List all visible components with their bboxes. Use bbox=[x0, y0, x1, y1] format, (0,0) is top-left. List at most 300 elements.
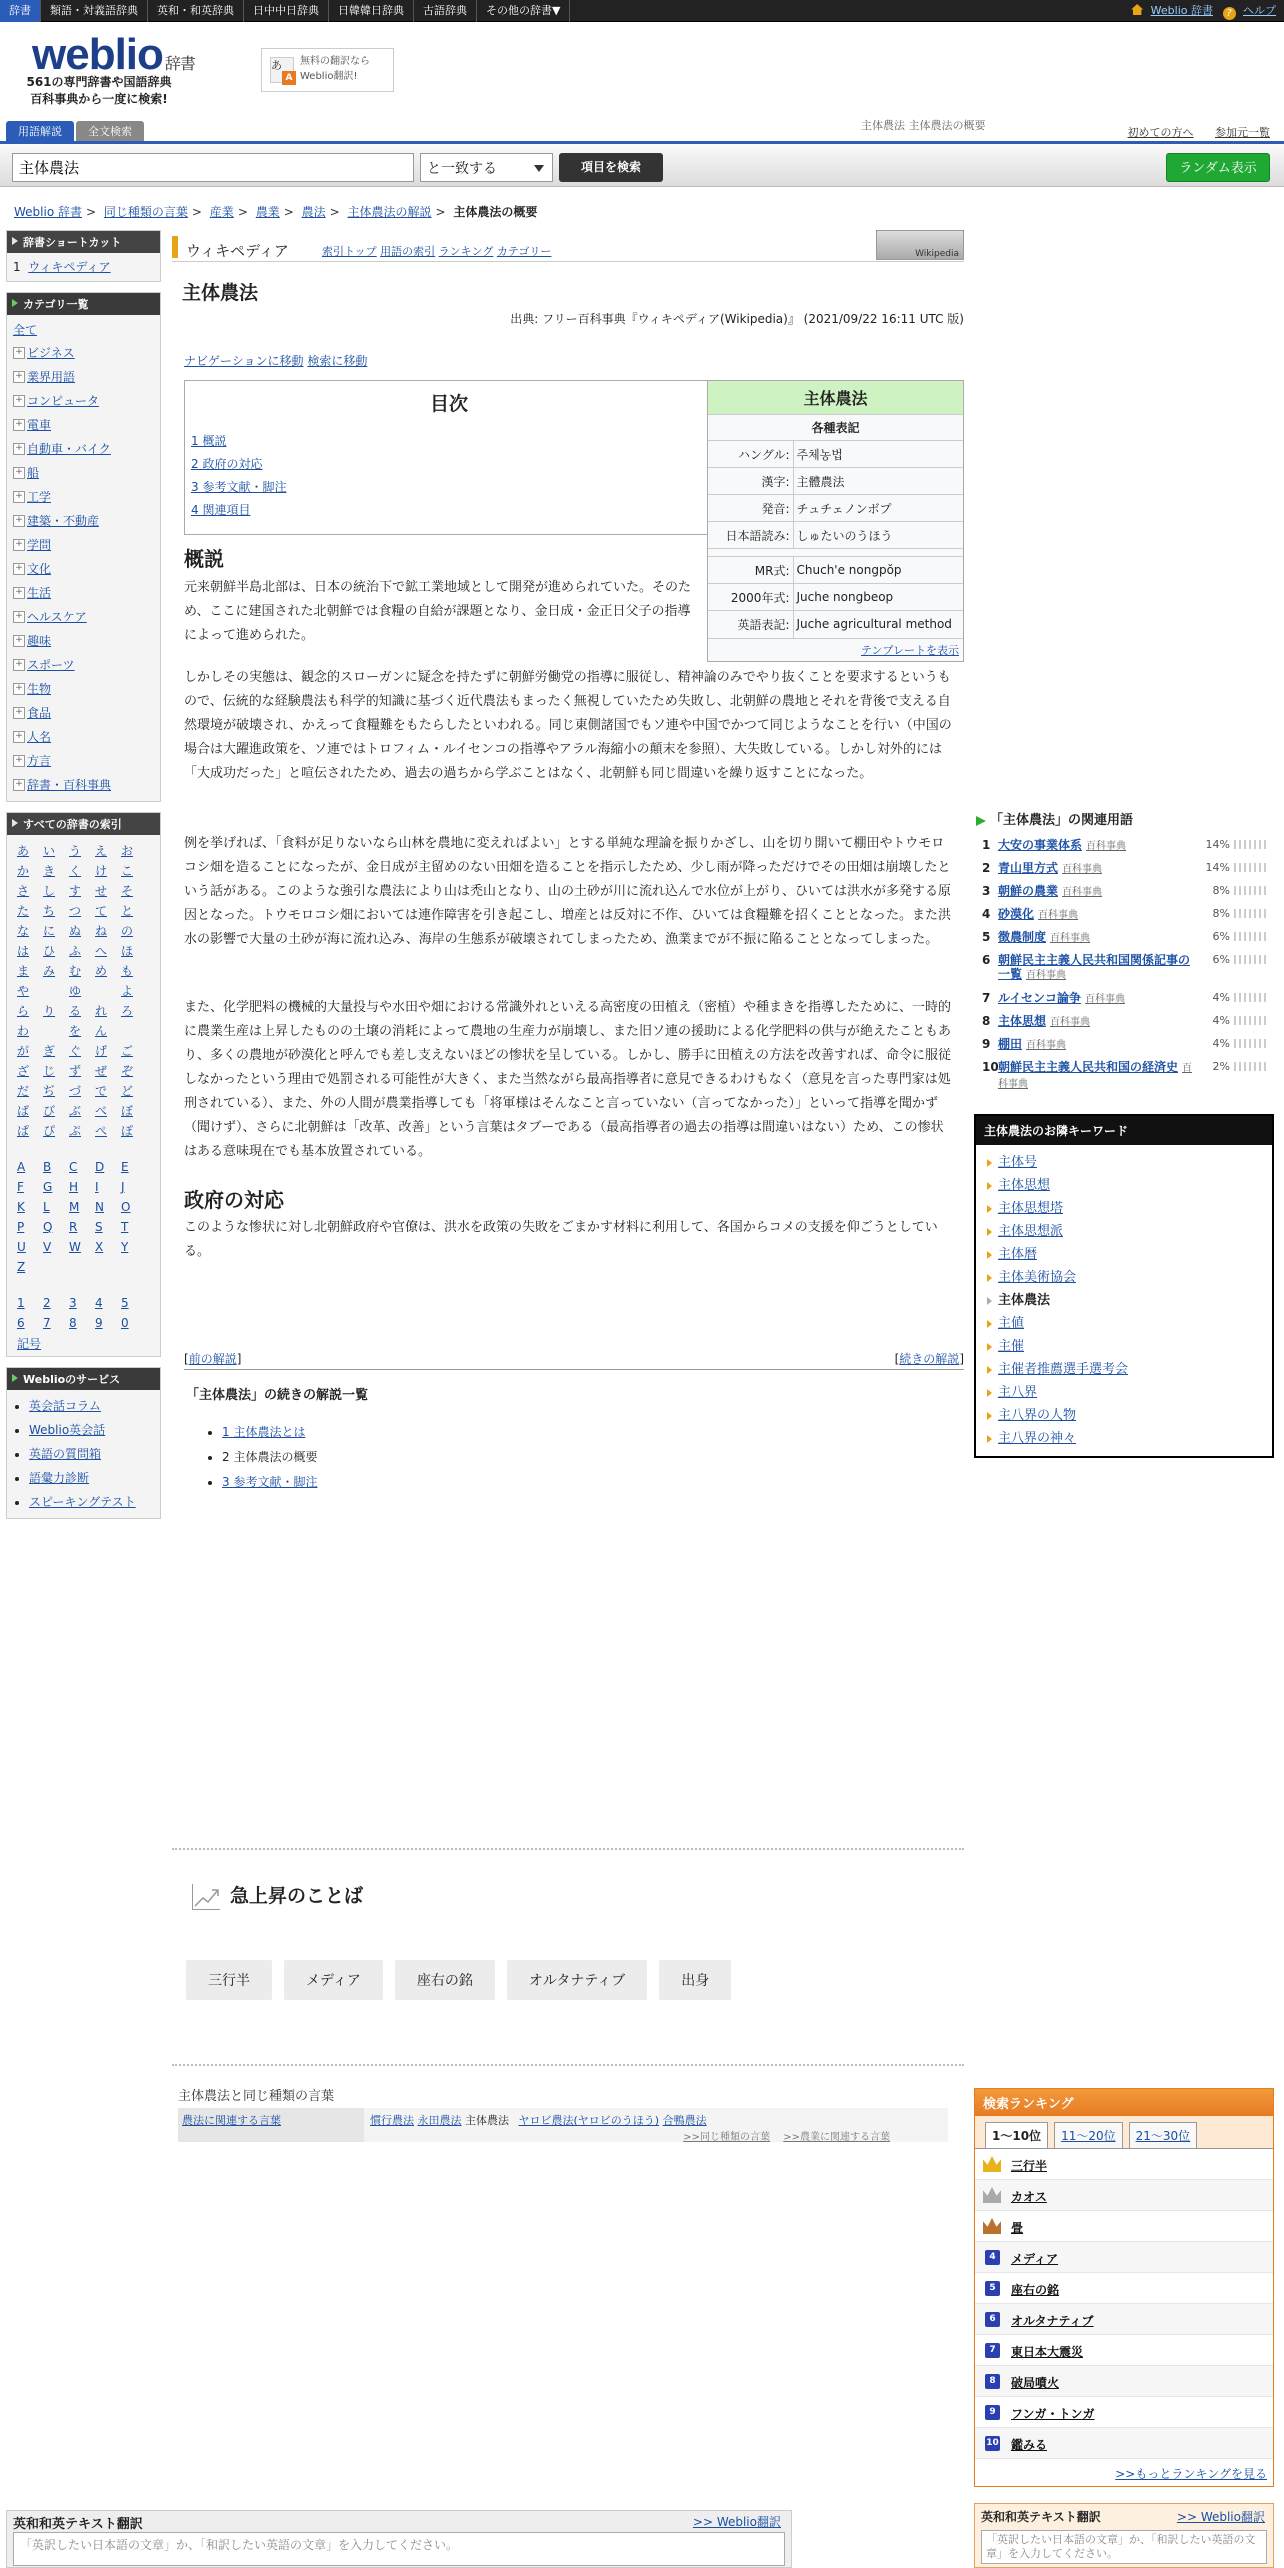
neighbor-keyword-link[interactable]: 主八界の人物 bbox=[998, 1408, 1077, 1423]
infobox-row bbox=[708, 584, 963, 611]
neighbor-keyword-link[interactable]: 主体美術協会 bbox=[998, 1270, 1077, 1285]
alpha-index-link[interactable]: L bbox=[43, 1200, 50, 1214]
continued-item[interactable]: 1 主体農法とは bbox=[222, 1425, 306, 1439]
related-term-percent: 14% bbox=[1205, 861, 1230, 874]
search-button[interactable]: 項目を検索 bbox=[559, 153, 663, 182]
alpha-index-link[interactable]: S bbox=[95, 1220, 103, 1234]
alpha-index-link[interactable]: O bbox=[121, 1200, 131, 1214]
neighbor-keywords-title: 主体農法のお隣キーワード bbox=[976, 1116, 1272, 1145]
alpha-index-link[interactable]: W bbox=[69, 1240, 81, 1254]
services-title: Weblioのサービス bbox=[7, 1368, 160, 1390]
nav-classical[interactable]: 古語辞典 bbox=[414, 0, 477, 22]
right-translation-textarea[interactable]: 「英訳したい日本語の文章」か、「和訳したい英語の文章」を入力してください。 bbox=[981, 2530, 1267, 2564]
kana-index-link[interactable]: じ bbox=[43, 1064, 56, 1078]
neighbor-keyword bbox=[986, 1312, 1262, 1335]
shortcut-title: 辞書ショートカット bbox=[7, 231, 160, 253]
kana-index-link[interactable]: り bbox=[43, 1004, 56, 1018]
shortcut-box bbox=[6, 230, 161, 282]
weblio-home-link[interactable]: Weblio 辞書 bbox=[1150, 4, 1213, 17]
kana-index-link[interactable]: ぐ bbox=[69, 1044, 82, 1058]
category-item bbox=[13, 725, 154, 749]
ranking-word-link[interactable]: メディア bbox=[1011, 2252, 1059, 2266]
kana-index-link[interactable]: る bbox=[69, 1004, 82, 1018]
kana-index-link[interactable]: め bbox=[95, 964, 108, 978]
neighbor-keyword-link[interactable]: 主体思想塔 bbox=[998, 1201, 1064, 1216]
show-template-link[interactable]: テンプレートを表示 bbox=[860, 643, 959, 657]
alpha-index-link[interactable]: Q bbox=[43, 1220, 53, 1234]
ranking-word-link[interactable]: 座右の銘 bbox=[1011, 2283, 1060, 2297]
neighbor-keyword-link[interactable]: 主体思想 bbox=[998, 1178, 1051, 1193]
kana-index-link bbox=[43, 981, 65, 1001]
table-of-contents bbox=[184, 380, 714, 535]
right-weblio-translate-link[interactable]: >> Weblio翻訳 bbox=[1176, 2510, 1265, 2524]
tab-term-explanation[interactable]: 用語解説 bbox=[6, 121, 74, 141]
left-sidebar bbox=[6, 230, 161, 1529]
number-index-link[interactable]: 7 bbox=[43, 1316, 51, 1330]
ranking-tab-11-20[interactable]: 11～20位 bbox=[1054, 2122, 1123, 2148]
number-index-link[interactable]: 4 bbox=[95, 1296, 103, 1310]
kana-index-link[interactable]: せ bbox=[95, 884, 108, 898]
kana-index-link[interactable]: ち bbox=[43, 904, 56, 918]
same-kind-item[interactable]: ヤロビ農法(ヤロビのうほう) bbox=[518, 2114, 660, 2127]
number-index-link[interactable]: 3 bbox=[69, 1296, 77, 1310]
kana-index-link[interactable]: し bbox=[43, 884, 56, 898]
kana-index-link[interactable]: き bbox=[43, 864, 56, 878]
related-term-link[interactable]: 朝鮮民主主義人民共和国関係記事の一覧 bbox=[998, 953, 1191, 981]
kana-index-link[interactable]: い bbox=[43, 844, 56, 858]
same-kind-item[interactable]: 合鴨農法 bbox=[662, 2114, 707, 2127]
kana-index-link[interactable]: つ bbox=[69, 904, 82, 918]
article-source: 出典: フリー百科事典『ウィキペディア(Wikipedia)』 (2021/09/22 16:11 UTC 版) bbox=[510, 312, 964, 326]
neighbor-keyword-link[interactable]: 主八界 bbox=[998, 1385, 1038, 1400]
category-link[interactable]: ビジネス bbox=[27, 346, 75, 360]
related-term-rank: 5 bbox=[982, 930, 991, 944]
alpha-index-link[interactable]: Y bbox=[121, 1240, 129, 1254]
related-term-percent: 4% bbox=[1212, 1014, 1230, 1027]
ranking-item bbox=[975, 2366, 1273, 2397]
kana-index-link[interactable]: ぽ bbox=[121, 1124, 134, 1138]
kana-index-link[interactable]: れ bbox=[95, 1004, 108, 1018]
neighbor-keyword-link[interactable]: 主催者推薦選手選考会 bbox=[998, 1362, 1129, 1377]
kana-index-link[interactable]: ぱ bbox=[17, 1124, 30, 1138]
nav-thesaurus[interactable]: 類語・対義語辞典 bbox=[41, 0, 148, 22]
number-index-link[interactable]: 5 bbox=[121, 1296, 129, 1310]
same-kind-category[interactable]: 農法に関連する言葉 bbox=[182, 2114, 281, 2127]
neighbor-keywords-box bbox=[974, 1114, 1274, 1458]
prev-next-nav: [前の解説] [続きの解説] bbox=[184, 1350, 964, 1370]
kana-index-link[interactable]: ま bbox=[17, 964, 30, 978]
related-terms-list bbox=[974, 838, 1274, 1098]
related-term-link[interactable]: 大安の事業体系 bbox=[998, 838, 1083, 852]
alpha-index-link[interactable]: H bbox=[69, 1180, 79, 1194]
ranking-number: 5 bbox=[985, 2281, 1000, 2296]
search-tabs bbox=[6, 121, 146, 141]
services-list bbox=[13, 1394, 154, 1514]
rising-chip[interactable]: 三行半 bbox=[186, 1960, 272, 2000]
alpha-index-link[interactable]: E bbox=[121, 1160, 129, 1174]
toc-item[interactable]: 1 概説 bbox=[191, 434, 227, 448]
neighbor-keyword bbox=[986, 1427, 1262, 1450]
alpha-index-link[interactable]: M bbox=[69, 1200, 80, 1214]
kana-index-link[interactable]: を bbox=[69, 1024, 82, 1038]
rising-chips bbox=[186, 1960, 743, 2000]
kana-index-link[interactable]: よ bbox=[121, 984, 134, 998]
kana-index-link[interactable]: む bbox=[69, 964, 82, 978]
related-term-source[interactable]: 百科事典 bbox=[998, 1063, 1193, 1090]
kana-index-link[interactable]: ぞ bbox=[121, 1064, 134, 1078]
category-item bbox=[13, 605, 154, 629]
category-link[interactable]: スポーツ bbox=[27, 658, 75, 672]
paragraph: このような惨状に対し北朝鮮政府や官僚は、洪水を政策の失敗をごまかす材料に利用して、各国からコメの支援を仰ごうとしている。 bbox=[184, 1220, 938, 1259]
category-link[interactable]: 生物 bbox=[27, 682, 52, 696]
alpha-index-link[interactable]: V bbox=[43, 1240, 52, 1254]
number-index-link[interactable]: 8 bbox=[69, 1316, 77, 1330]
term-index-link[interactable]: 用語の索引 bbox=[380, 245, 436, 258]
alpha-index-link[interactable]: C bbox=[69, 1160, 78, 1174]
alpha-index-link[interactable]: I bbox=[95, 1180, 99, 1194]
sources-link[interactable]: 参加元一覧 bbox=[1215, 126, 1270, 139]
breadcrumb-agriculture[interactable]: 農業 bbox=[255, 205, 280, 219]
kana-index-link[interactable]: が bbox=[17, 1044, 30, 1058]
kana-index-link[interactable]: み bbox=[43, 964, 56, 978]
continued-item[interactable]: 3 参考文献・脚注 bbox=[222, 1475, 318, 1489]
related-term-item bbox=[974, 930, 1274, 953]
kana-index-link[interactable]: ぴ bbox=[43, 1124, 56, 1138]
breadcrumb-weblio[interactable]: Weblio 辞書 bbox=[14, 205, 82, 219]
wikipedia-badge[interactable]: Wikipedia bbox=[876, 230, 964, 260]
infobox-value: Juche agricultural method bbox=[793, 611, 963, 638]
kana-index-link[interactable]: て bbox=[95, 904, 108, 918]
kana-index-link[interactable]: す bbox=[69, 884, 82, 898]
help-link[interactable]: ヘルプ bbox=[1243, 4, 1276, 17]
category-link[interactable]: 業界用語 bbox=[27, 370, 76, 384]
category-link[interactable]: 建築・不動産 bbox=[27, 514, 100, 528]
category-item bbox=[13, 749, 154, 773]
related-term-link[interactable]: 朝鮮の農業 bbox=[998, 884, 1059, 898]
kana-index-link[interactable]: ず bbox=[69, 1064, 82, 1078]
number-index-link[interactable]: 2 bbox=[43, 1296, 51, 1310]
related-terms-title: 「主体農法」の関連用語 bbox=[974, 808, 1274, 834]
category-link[interactable]: 人名 bbox=[27, 730, 52, 744]
kana-index-link[interactable]: そ bbox=[121, 884, 134, 898]
related-term-item bbox=[974, 953, 1274, 991]
related-term-bar bbox=[1234, 863, 1268, 872]
kana-index-link[interactable]: う bbox=[69, 844, 82, 858]
neighbor-keyword-link[interactable]: 主体暦 bbox=[998, 1247, 1038, 1262]
category-item bbox=[13, 629, 154, 653]
kana-index-link[interactable]: も bbox=[121, 964, 134, 978]
category-link[interactable]: 船 bbox=[27, 466, 40, 480]
kana-index-link[interactable]: ゆ bbox=[69, 984, 82, 998]
service-link[interactable]: 語彙力診断 bbox=[29, 1471, 90, 1485]
related-term-source[interactable]: 百科事典 bbox=[1062, 887, 1103, 898]
kana-index-link[interactable]: ふ bbox=[69, 944, 82, 958]
service-link[interactable]: 英会話コラム bbox=[29, 1399, 101, 1413]
related-term-link[interactable]: 朝鮮民主主義人民共和国の経済史 bbox=[998, 1060, 1179, 1074]
related-term-link[interactable]: 徴農制度 bbox=[998, 930, 1047, 944]
ranking-word-link[interactable]: 東日本大震災 bbox=[1011, 2345, 1084, 2359]
alpha-index-link[interactable]: N bbox=[95, 1200, 104, 1214]
same-kind-item[interactable]: 慣行農法 bbox=[370, 2114, 414, 2127]
alpha-index-link[interactable]: G bbox=[43, 1180, 53, 1194]
rising-chip[interactable]: オルタナティブ bbox=[507, 1960, 647, 2000]
related-term-source[interactable]: 百科事典 bbox=[1038, 910, 1079, 921]
nav-other-dictionaries[interactable]: その他の辞書▼ bbox=[477, 0, 570, 22]
related-term bbox=[998, 1014, 1198, 1030]
neighbor-keyword bbox=[986, 1358, 1262, 1381]
search-bar bbox=[0, 141, 1284, 187]
rising-chip[interactable]: メディア bbox=[284, 1960, 383, 2000]
kana-index-link[interactable]: と bbox=[121, 904, 134, 918]
related-term-source[interactable]: 百科事典 bbox=[1026, 970, 1067, 981]
section-heading-overview: 概説 bbox=[184, 547, 224, 571]
related-term-source[interactable]: 百科事典 bbox=[1050, 1017, 1091, 1028]
service-link[interactable]: 英語の質問箱 bbox=[29, 1447, 102, 1461]
category-link[interactable]: 趣味 bbox=[27, 634, 52, 648]
kana-index-link[interactable]: お bbox=[121, 844, 134, 858]
kana-index-link[interactable]: べ bbox=[95, 1104, 108, 1118]
category-link[interactable]: 生活 bbox=[27, 586, 52, 600]
alpha-index-link[interactable]: T bbox=[121, 1220, 129, 1234]
kana-index-link[interactable]: ひ bbox=[43, 944, 56, 958]
alpha-index-link[interactable]: D bbox=[95, 1160, 105, 1174]
kana-index-link[interactable]: な bbox=[17, 924, 30, 938]
related-term-bar bbox=[1234, 909, 1268, 918]
weblio-translate-link[interactable]: >> Weblio翻訳 bbox=[692, 2515, 781, 2529]
category-link[interactable]: 電車 bbox=[27, 418, 52, 432]
next-explanation-link[interactable]: 続きの解説 bbox=[899, 1352, 960, 1366]
related-term-link[interactable]: 砂漠化 bbox=[998, 907, 1035, 921]
toc-item[interactable]: 2 政府の対応 bbox=[191, 457, 263, 471]
ranking-word-link[interactable]: 破局噴火 bbox=[1011, 2376, 1060, 2390]
infobox-subtitle: 各種表記 bbox=[708, 414, 963, 440]
kana-index-link[interactable]: へ bbox=[95, 944, 108, 958]
breadcrumb-same-kind[interactable]: 同じ種類の言葉 bbox=[103, 205, 188, 219]
alpha-index-link[interactable]: A bbox=[17, 1160, 26, 1174]
kana-index-link[interactable]: だ bbox=[17, 1084, 30, 1098]
ranking-word-link[interactable]: カオス bbox=[1011, 2190, 1047, 2204]
related-term-source[interactable]: 百科事典 bbox=[1085, 994, 1126, 1005]
neighbor-keyword-link[interactable]: 主体思想派 bbox=[998, 1224, 1064, 1239]
related-term-bar bbox=[1234, 840, 1268, 849]
alpha-index-link[interactable]: X bbox=[95, 1240, 104, 1254]
kana-index-link[interactable]: ら bbox=[17, 1004, 30, 1018]
kana-index-link[interactable]: は bbox=[17, 944, 30, 958]
breadcrumb-industry[interactable]: 産業 bbox=[209, 205, 234, 219]
related-term-source[interactable]: 百科事典 bbox=[1086, 841, 1127, 852]
kana-index-link[interactable]: び bbox=[43, 1104, 56, 1118]
related-term-source[interactable]: 百科事典 bbox=[1062, 864, 1103, 875]
category-link[interactable]: ヘルスケア bbox=[27, 610, 87, 624]
neighbor-keyword bbox=[986, 1174, 1262, 1197]
tab-fulltext-search[interactable]: 全文検索 bbox=[76, 121, 144, 141]
category-all[interactable]: 全て bbox=[13, 323, 38, 337]
neighbor-keyword-link[interactable]: 主催 bbox=[998, 1339, 1025, 1354]
alpha-index bbox=[13, 1155, 154, 1279]
category-link[interactable]: 辞書・百科事典 bbox=[27, 778, 112, 792]
kana-index-link[interactable]: ぜ bbox=[95, 1064, 108, 1078]
related-term-item bbox=[974, 861, 1274, 884]
infobox-row bbox=[708, 522, 963, 549]
rising-chip[interactable]: 座右の銘 bbox=[395, 1960, 495, 2000]
same-kind-more-link[interactable]: >>同じ種類の言葉 bbox=[683, 2132, 771, 2143]
ranking-tab-1-10[interactable]: 1～10位 bbox=[985, 2122, 1048, 2148]
related-term-link[interactable]: 棚田 bbox=[998, 1037, 1023, 1051]
kana-index-link[interactable]: ぺ bbox=[95, 1124, 108, 1138]
kana-index-link[interactable]: ぷ bbox=[69, 1124, 82, 1138]
kana-index-link[interactable]: に bbox=[43, 924, 56, 938]
ranking-link[interactable]: ランキング bbox=[438, 245, 494, 258]
breadcrumb-explanation[interactable]: 主体農法の解説 bbox=[347, 205, 432, 219]
kana-index-link[interactable]: か bbox=[17, 864, 30, 878]
related-term-link[interactable]: 青山里方式 bbox=[998, 861, 1059, 875]
right-text-translation-box bbox=[974, 2503, 1274, 2568]
related-term bbox=[998, 861, 1198, 877]
kana-index-link[interactable]: こ bbox=[121, 864, 134, 878]
kana-index-link[interactable]: ね bbox=[95, 924, 108, 938]
translation-textarea[interactable]: 「英訳したい日本語の文章」か、「和訳したい英語の文章」を入力してください。 bbox=[13, 2532, 785, 2566]
kana-index-link[interactable]: ん bbox=[95, 1024, 108, 1038]
related-term-bar bbox=[1234, 1016, 1268, 1025]
search-mode-select[interactable]: と一致する bbox=[420, 153, 553, 182]
number-index-link[interactable]: 9 bbox=[95, 1316, 103, 1330]
kana-index-link[interactable]: ぢ bbox=[43, 1084, 56, 1098]
alpha-index-link[interactable]: U bbox=[17, 1240, 26, 1254]
category-item bbox=[13, 437, 154, 461]
paragraph: 元来朝鮮半島北部は、日本の統治下で鉱工業地域として開発が進められていた。そのため、ここに建国された北朝鮮では食糧の自給が課題となり、金日成・金正日父子の指導によって進められた。 bbox=[184, 580, 692, 643]
kana-index-link[interactable]: あ bbox=[17, 844, 30, 858]
same-kind-item[interactable]: 永田農法 bbox=[417, 2114, 462, 2127]
nav-japanese-chinese[interactable]: 日中中日辞典 bbox=[244, 0, 329, 22]
ranking-word-link[interactable]: 鑑みる bbox=[1011, 2438, 1048, 2452]
kana-index-link[interactable]: え bbox=[95, 844, 108, 858]
neighbor-keyword-link[interactable]: 主体号 bbox=[998, 1155, 1038, 1170]
kana-index-link[interactable]: や bbox=[17, 984, 30, 998]
first-time-link[interactable]: 初めての方へ bbox=[1127, 126, 1194, 139]
rising-chip[interactable]: 出身 bbox=[659, 1960, 731, 2000]
breadcrumb-farming-method[interactable]: 農法 bbox=[301, 205, 326, 219]
ranking-word-link[interactable]: 三行半 bbox=[1011, 2159, 1048, 2173]
related-term-percent: 8% bbox=[1212, 884, 1230, 897]
category-link[interactable]: コンピュータ bbox=[27, 394, 100, 408]
ranking-number: 4 bbox=[985, 2250, 1000, 2265]
toc-item[interactable]: 4 関連項目 bbox=[191, 503, 251, 517]
neighbor-keyword bbox=[986, 1335, 1262, 1358]
kana-index-link[interactable]: ろ bbox=[121, 1004, 134, 1018]
kana-index-link[interactable]: く bbox=[69, 864, 82, 878]
related-term-link[interactable]: ルイセンコ論争 bbox=[998, 991, 1082, 1005]
continued-list bbox=[222, 1420, 317, 1495]
neighbor-keyword-link[interactable]: 主値 bbox=[998, 1316, 1025, 1331]
number-index-link[interactable]: 1 bbox=[17, 1296, 25, 1310]
agriculture-more-link[interactable]: >>農業に関連する言葉 bbox=[783, 2132, 890, 2143]
category-link[interactable]: 自動車・バイク bbox=[27, 442, 111, 456]
toc-item[interactable]: 3 参考文献・脚注 bbox=[191, 480, 287, 494]
kana-index-link[interactable]: づ bbox=[69, 1084, 82, 1098]
ranking-number: 8 bbox=[985, 2374, 1000, 2389]
category-link[interactable]: 学問 bbox=[27, 538, 52, 552]
kana-index-link[interactable]: ど bbox=[121, 1084, 134, 1098]
paragraph: また、化学肥料の機械的大量投与や水田や畑における常識外れといえる高密度の田植え（密植）や種まきを指導したために、一時的に農業生産は上昇したものの土壌の消耗によって農地の生産力が崩壊し、また旧ソ連の援助による化学肥料の供与が絶えたこともあり、多くの農地が砂漠化と呼んでも差し支えないほどの惨状を呈している。しかし、勝手に田植えの方法を改善すれば、命令に服従しなかったという理由で処罰される可能性が大きく、また当然ながら最高指導者に意見できるわけもなく（意見を言った専門家は処刑されている）、また、外の人間が農業指導しても「将軍様はそんなこと言っていない（言ってなかった）」といって指導を聞かず（聞けず）、さらに北朝鮮は「改革、改善」という言葉はタブーである（最高指導者の過去の指導は間違いはない）ため、この惨状はある意味現在でも基本放置されている。 bbox=[184, 1000, 952, 1159]
alpha-index-link[interactable]: Z bbox=[17, 1260, 26, 1274]
kana-index-link[interactable]: ぎ bbox=[43, 1044, 56, 1058]
kana-index-link[interactable]: け bbox=[95, 864, 108, 878]
kana-index-link[interactable]: げ bbox=[95, 1044, 108, 1058]
index-top-link[interactable]: 索引トップ bbox=[322, 245, 377, 258]
kana-index-link[interactable]: ざ bbox=[17, 1064, 30, 1078]
kana-index-link[interactable]: わ bbox=[17, 1024, 30, 1038]
number-index-link[interactable]: 6 bbox=[17, 1316, 25, 1330]
category-link[interactable]: 工学 bbox=[27, 490, 52, 504]
alpha-index-link[interactable]: K bbox=[17, 1200, 25, 1214]
related-term-source[interactable]: 百科事典 bbox=[1050, 933, 1091, 944]
ranking-tab-21-30[interactable]: 21～30位 bbox=[1129, 2122, 1198, 2148]
search-input[interactable] bbox=[12, 153, 414, 182]
ranking-word-link[interactable]: オルタナティブ bbox=[1011, 2314, 1094, 2328]
number-index-link[interactable]: 0 bbox=[121, 1316, 129, 1330]
rising-words-section bbox=[192, 1880, 363, 1912]
category-link[interactable]: 文化 bbox=[27, 562, 52, 576]
category-item bbox=[13, 365, 154, 389]
category-link[interactable]: カテゴリー bbox=[496, 245, 552, 258]
weblio-logo[interactable] bbox=[32, 30, 195, 80]
symbol-index[interactable]: 記号 bbox=[17, 1337, 42, 1351]
jump-search-link[interactable]: 検索に移動 bbox=[307, 354, 368, 368]
more-ranking-link[interactable]: >>もっとランキングを見る bbox=[1115, 2467, 1267, 2481]
random-button[interactable]: ランダム表示 bbox=[1166, 153, 1270, 182]
service-link[interactable]: スピーキングテスト bbox=[29, 1495, 136, 1509]
continued-item-current: 2 主体農法の概要 bbox=[222, 1450, 318, 1464]
alpha-index-link[interactable]: P bbox=[17, 1220, 25, 1234]
kana-index-link[interactable]: た bbox=[17, 904, 30, 918]
neighbor-keyword-link[interactable]: 主八界の神々 bbox=[998, 1431, 1077, 1446]
ranking-item bbox=[975, 2149, 1273, 2180]
shortcut-wikipedia[interactable]: ウィキペディア bbox=[28, 260, 111, 274]
ranking-word-link[interactable]: フンガ・トンガ bbox=[1011, 2407, 1095, 2421]
alpha-index-link[interactable]: B bbox=[43, 1160, 52, 1174]
translate-promo[interactable] bbox=[261, 48, 394, 92]
alpha-index-link[interactable]: R bbox=[69, 1220, 78, 1234]
service-link[interactable]: Weblio英会話 bbox=[29, 1423, 106, 1437]
kana-index-link[interactable]: ぶ bbox=[69, 1104, 82, 1118]
category-link[interactable]: 方言 bbox=[27, 754, 52, 768]
nav-dictionary[interactable]: 辞書 bbox=[0, 0, 41, 22]
jump-navigation-link[interactable]: ナビゲーションに移動 bbox=[184, 354, 304, 368]
alpha-index-link[interactable]: F bbox=[17, 1180, 24, 1194]
kana-index-link[interactable]: ぬ bbox=[69, 924, 82, 938]
kana-index-link[interactable]: の bbox=[121, 924, 134, 938]
nav-english-japanese[interactable]: 英和・和英辞典 bbox=[148, 0, 244, 22]
alpha-index-link[interactable]: J bbox=[121, 1180, 125, 1194]
same-kind-section bbox=[178, 2085, 948, 2142]
related-term-percent: 8% bbox=[1212, 907, 1230, 920]
prev-explanation-link[interactable]: 前の解説 bbox=[188, 1352, 237, 1366]
kana-index-link[interactable]: で bbox=[95, 1084, 108, 1098]
related-term-link[interactable]: 主体思想 bbox=[998, 1014, 1047, 1028]
kana-index-link[interactable]: ほ bbox=[121, 944, 134, 958]
section-heading-government: 政府の対応 bbox=[184, 1188, 284, 1212]
related-term-source[interactable]: 百科事典 bbox=[1026, 1040, 1067, 1051]
nav-japanese-korean[interactable]: 日韓韓日辞典 bbox=[329, 0, 414, 22]
category-link[interactable]: 食品 bbox=[27, 706, 52, 720]
service-item bbox=[29, 1418, 154, 1442]
kana-index-link[interactable]: ぼ bbox=[121, 1104, 134, 1118]
kana-index-link[interactable]: ば bbox=[17, 1104, 30, 1118]
category-item bbox=[13, 509, 154, 533]
ranking-word-link[interactable]: 畳 bbox=[1011, 2221, 1024, 2235]
kana-index-link[interactable]: ご bbox=[121, 1044, 134, 1058]
kana-index-link[interactable]: さ bbox=[17, 884, 30, 898]
